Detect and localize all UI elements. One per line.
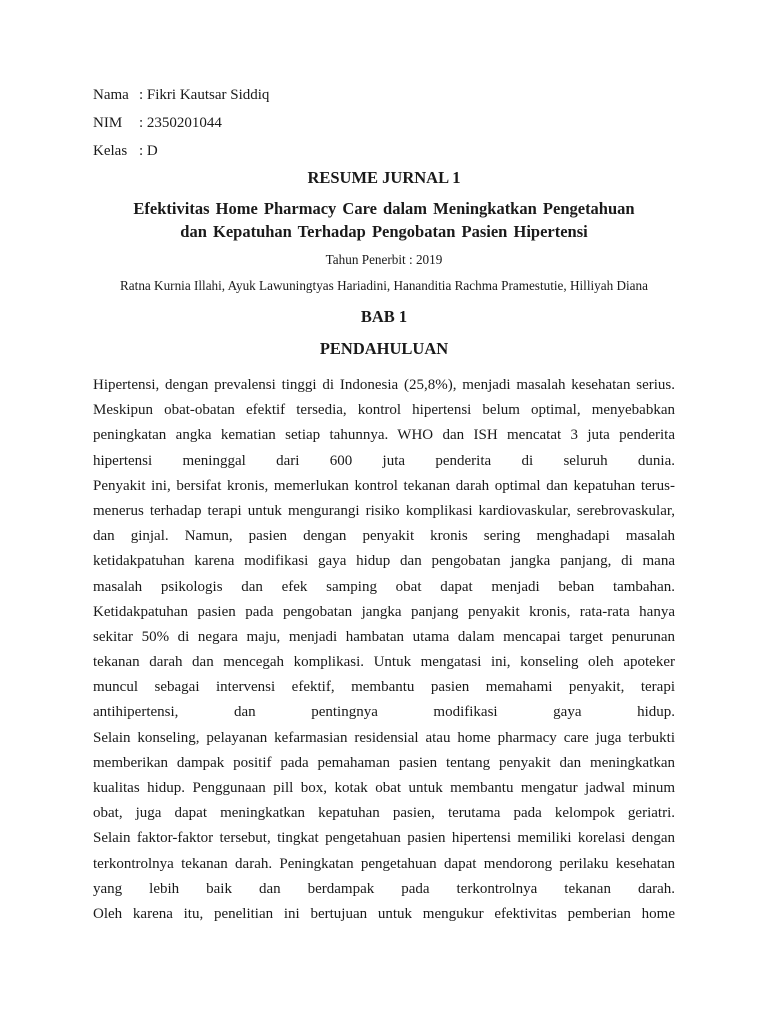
body-line: Hipertensi, dengan prevalensi tinggi di Indonesia (25,8%), menjadi masalah kesehatan serius.	[93, 377, 675, 393]
body-line: antihipertensi, dan pentingnya modifikasi gaya hidup.	[93, 704, 675, 721]
name-label: Nama	[93, 87, 129, 103]
identity-class-row	[93, 142, 675, 170]
journal-title-line-2: dan Kepatuhan Terhadap Pengobatan Pasien Hipertensi	[180, 222, 588, 241]
journal-title	[93, 197, 675, 243]
body-line: hipertensi meninggal dari 600 juta penderita di seluruh dunia.	[93, 452, 675, 469]
body-line: Meskipun obat-obatan efektif tersedia, kontrol hipertensi belum optimal, menyebabkan	[93, 402, 675, 419]
body-line: peningkatan angka kematian setiap tahunnya. WHO dan ISH mencatat 3 juta penderita	[93, 427, 675, 444]
resume-title: RESUME JURNAL 1	[307, 168, 461, 187]
body-line: ketidakpatuhan karena modifikasi gaya hidup dan pengobatan jangka panjang, di mana	[93, 553, 675, 570]
body-line: Ketidakpatuhan pasien pada pengobatan jangka panjang penyakit kronis, rata-rata hanya	[93, 603, 675, 620]
body-line: tekanan darah dan mencegah komplikasi. Untuk mengatasi ini, konseling oleh apoteker	[93, 654, 675, 671]
body-line: sekitar 50% di negara maju, menjadi hambatan utama dalam mencapai target penurunan	[93, 628, 675, 645]
journal-title-line-1: Efektivitas Home Pharmacy Care dalam Meningkatkan Pengetahuan	[133, 199, 635, 218]
body-line: terkontrolnya tekanan darah. Peningkatan pengetahuan dapat mendorong perilaku kesehatan	[93, 855, 675, 872]
document-page	[93, 86, 675, 927]
body-line: muncul sebagai intervensi efektif, membantu pasien memahami penyakit, terapi	[93, 679, 675, 696]
body-line: masalah psikologis dan efek samping obat dapat menjadi beban tambahan.	[93, 578, 675, 595]
authors: Ratna Kurnia Illahi, Ayuk Lawuningtyas Hariadini, Hananditia Rachma Pramestutie, Hilliyah Diana	[120, 278, 648, 293]
body-line: Oleh karena itu, penelitian ini bertujuan untuk mengukur efektivitas pemberian home	[93, 905, 675, 922]
body-line: Selain konseling, pelayanan kefarmasian residensial atau home pharmacy care juga terbukti	[93, 729, 675, 746]
name-value: : Fikri Kautsar Siddiq	[139, 87, 270, 103]
nim-label: NIM	[93, 115, 123, 131]
publication-year: Tahun Penerbit : 2019	[325, 252, 443, 267]
chapter-number: BAB 1	[360, 307, 408, 326]
nim-value: : 2350201044	[139, 115, 222, 131]
body-line: kualitas hidup. Penggunaan pill box, kotak obat untuk membantu mengatur jadwal minum	[93, 780, 675, 796]
class-value: : D	[139, 143, 158, 159]
body-line: menerus terhadap terapi untuk mengurangi risiko komplikasi kardiovaskular, serebrovaskular,	[93, 502, 675, 519]
body-line: obat, juga dapat meningkatkan kepatuhan pasien, terutama pada kelompok geriatri.	[93, 805, 675, 822]
chapter-heading: PENDAHULUAN	[319, 339, 449, 358]
identity-name-row	[93, 86, 675, 114]
body-line: Selain faktor-faktor tersebut, tingkat pengetahuan pasien hipertensi memiliki korelasi dengan	[93, 830, 675, 847]
body-line: Penyakit ini, bersifat kronis, memerlukan kontrol tekanan darah optimal dan kepatuhan terus-	[93, 477, 675, 494]
body-line: yang lebih baik dan berdampak pada terkontrolnya tekanan darah.	[93, 880, 675, 897]
body-text	[93, 373, 675, 927]
body-line: dan ginjal. Namun, pasien dengan penyakit kronis sering menghadapi masalah	[93, 528, 675, 545]
identity-nim-row	[93, 114, 675, 142]
class-label: Kelas	[93, 143, 128, 159]
body-line: memberikan dampak positif pada pemahaman pasien tentang penyakit dan meningkatkan	[93, 754, 675, 771]
